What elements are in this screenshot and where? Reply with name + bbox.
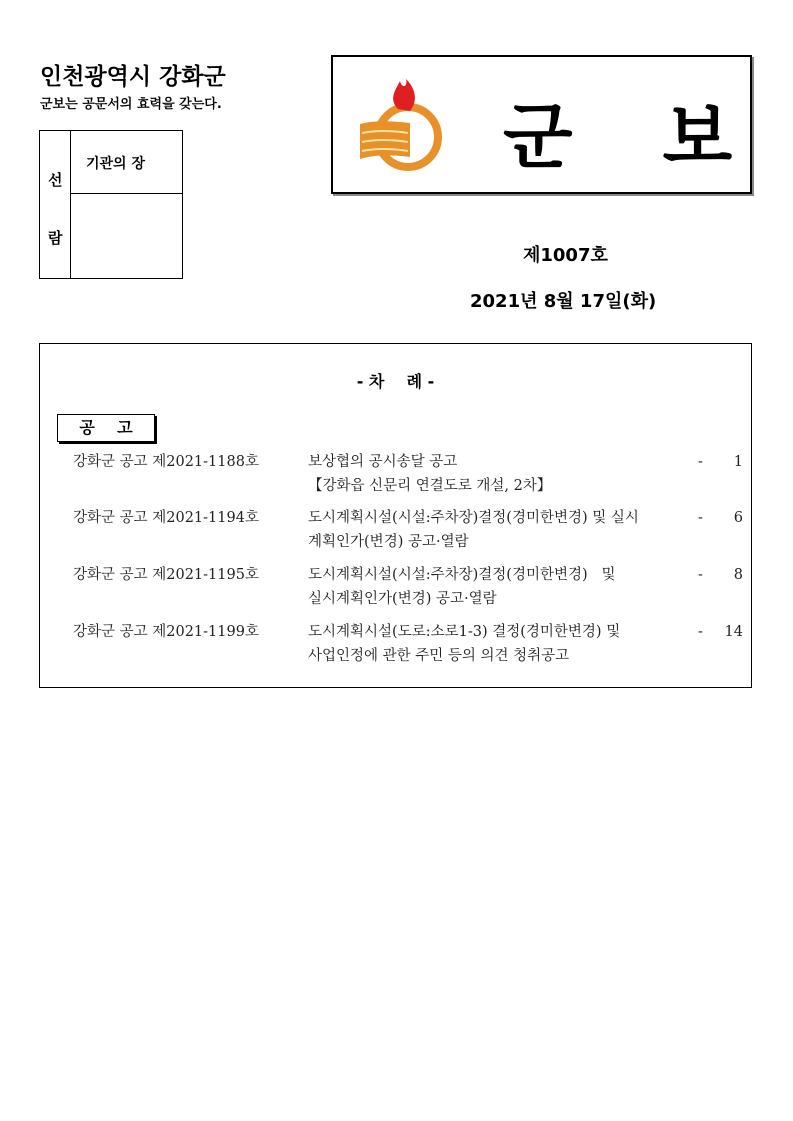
table-of-contents	[39, 343, 752, 688]
bulletin-title-box	[331, 55, 752, 194]
table-divider	[70, 131, 71, 278]
toc-title: - 차 례 -	[356, 372, 435, 391]
leader-dash: -	[698, 567, 703, 583]
leader-dash: -	[698, 510, 703, 526]
page-number: 1	[733, 454, 743, 470]
notice-title: 도시계획시설(시설:주차장)결정(경미한변경) 및 실시 계획인가(변경) 공고·열람	[308, 510, 639, 550]
motto: 군보는 공문서의 효력을 갖는다.	[40, 97, 222, 112]
title-char: 보	[662, 95, 733, 179]
section-label: 공 고	[57, 414, 155, 442]
page-number: 6	[733, 510, 743, 526]
issue-number: 제1007호	[523, 245, 608, 266]
page-number: 8	[733, 567, 743, 583]
page-number: 14	[724, 624, 743, 640]
approval-label: 선	[48, 171, 63, 189]
leader-dash: -	[698, 624, 703, 640]
organization-name: 인천광역시 강화군	[40, 64, 226, 90]
county-logo-icon	[358, 79, 448, 174]
approval-label: 람	[48, 229, 63, 247]
table-divider	[70, 193, 182, 194]
notice-title: 도시계획시설(도로:소로1-3) 결정(경미한변경) 및 사업인정에 관한 주민 등의 의견 청취공고	[308, 624, 621, 664]
bulletin-title	[503, 79, 732, 183]
notice-number: 강화군 공고 제2021-1195호	[73, 567, 259, 583]
issue-date: 2021년 8월 17일(화)	[470, 291, 657, 312]
title-char: 군	[503, 95, 573, 179]
notice-number: 강화군 공고 제2021-1199호	[73, 624, 259, 640]
notice-title: 보상협의 공시송달 공고 【강화읍 신문리 연결도로 개설, 2차】	[308, 454, 552, 494]
notice-title: 도시계획시설(시설:주차장)결정(경미한변경) 및 실시계획인가(변경) 공고·열람	[308, 567, 616, 607]
approval-head-label: 기관의 장	[86, 156, 145, 172]
notice-number: 강화군 공고 제2021-1188호	[73, 454, 259, 470]
notice-number: 강화군 공고 제2021-1194호	[73, 510, 259, 526]
leader-dash: -	[698, 454, 703, 470]
approval-table	[39, 130, 183, 279]
